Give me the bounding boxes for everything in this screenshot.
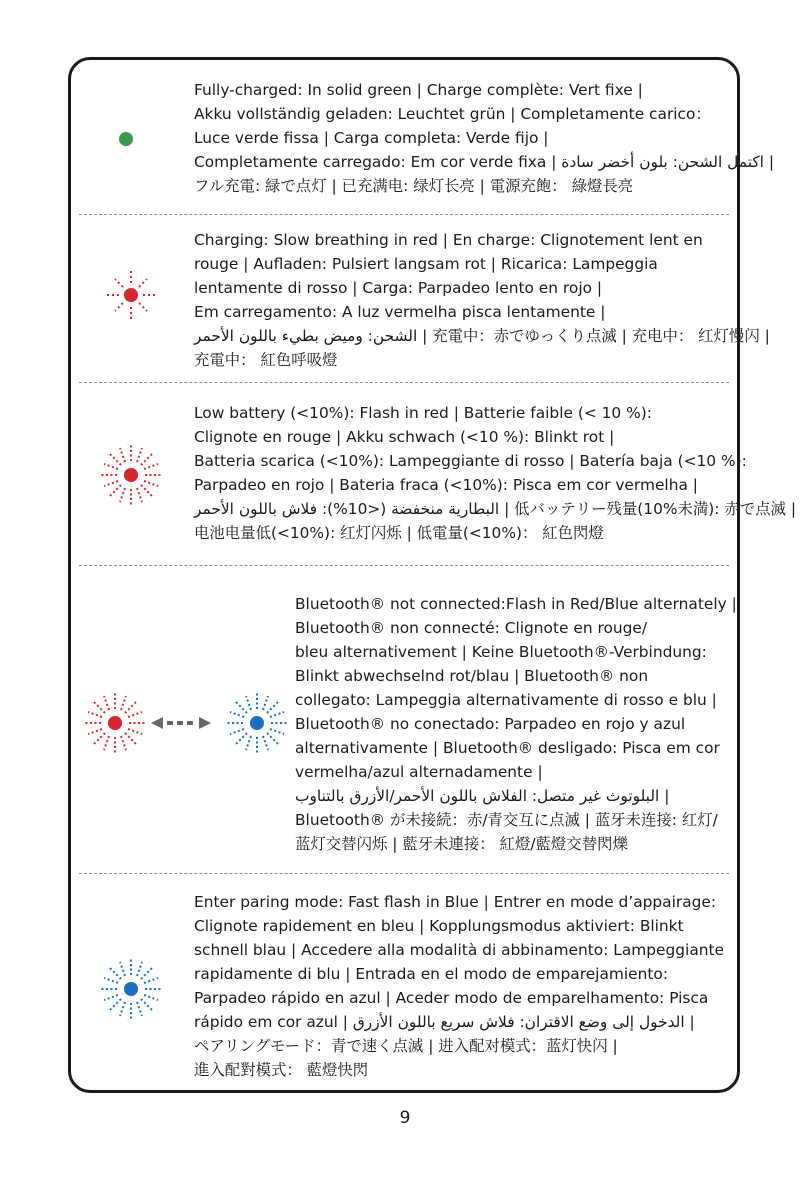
divider <box>79 873 729 874</box>
slow-breathing-red-led-icon <box>103 267 159 323</box>
solid-green-led-icon <box>113 126 139 152</box>
instruction-frame <box>68 57 796 1093</box>
divider <box>79 214 729 215</box>
fully-charged-text: Fully-charged: In solid green | Charge complète: Vert fixe | Akku vollständig geladen: Leuchtet grün | Completamente carico： Luce verde fissa | Carga completa: Verde fijo | Completamente carregado: Em cor verde fixa | اكتمل الشحن: بلون أخضر سادة | フル充電: 緑で点灯 | 已充满电: 绿灯长亮 | 電源充飽： 綠燈長亮 <box>194 81 775 195</box>
bluetooth-not-connected-text: Bluetooth® not connected:Flash in Red/Blue alternately | Bluetooth® non connecté: Clignote en rouge/ bleu alternativement | Keine Bluetooth®-Verbindung: Blinkt abwechselnd rot/blau | Bluetooth® non collegato: Lampeggia alternativamente di rosso e blu | Bluetooth® no conectado: Parpadeo en rojo y azul alternativamente | Bluetooth® desligado: Pisca em cor vermelha/azul alternadamente | البلوتوث غير متصل: الفلاش باللون الأحمر/الأزرق بالتناوب | Bluetooth® が未接続：赤/青交互に点滅 | 蓝牙未连接: 红灯/ 蓝灯交替闪烁 | 藍牙未連接： 紅燈/藍燈交替閃爍 <box>295 595 737 853</box>
pairing-mode-text: Enter paring mode: Fast flash in Blue | Entrer en mode d’appairage: Clignote rapidement en bleu | Kopplungsmodus aktiviert: Blinkt schnell blau | Accedere alla modalità di abbinamento: Lampeggiante rapidamente di blu | Entrada en el modo de emparejamiento: Parpadeo rápido en azul | Aceder modo de emparelhamento: Pisca rápido em cor azul | الدخول إلى وضع الاقتران: فلاش سريع باللون الأزرق | ペアリングモード：青で速く点滅 | 进入配对模式：蓝灯快闪 | 進入配對模式： 藍燈快閃 <box>194 893 725 1079</box>
fast-flash-blue-led-icon <box>97 955 165 1023</box>
section-low-battery <box>71 384 796 567</box>
section-fully-charged <box>71 60 775 216</box>
section-pairing-mode <box>71 875 737 1090</box>
charging-text: Charging: Slow breathing in red | En charge: Clignotement lent en rouge | Aufladen: Pulsiert langsam rot | Ricarica: Lampeggia lentamente di rosso | Carga: Parpadeo lento en rojo | Em carregamento: A luz vermelha pisca lentamente | الشحن: وميض بطيء باللون الأحمر | 充電中：赤でゆっくり点滅 | 充电中： 红灯慢闪 | 充電中： 紅色呼吸燈 <box>194 231 770 369</box>
low-battery-text: Low battery (<10%): Flash in red | Batterie faible (< 10 %): Clignote en rouge | Akku schwach (<10 %): Blinkt rot | Batteria scarica (<10%): Lampeggiante di rosso | Batería baja (<10 %): Parpadeo en rojo | Bateria fraca (<10%): Pisca em cor vermelha | البطارية منخفضة (<10%): فلاش باللون الأحمر | 低バッテリー残量(10%未満): 赤で点滅 | 电池电量低(<10%): 红灯闪烁 | 低電量(<10%)： 紅色閃燈 <box>194 404 796 542</box>
page-number: 9 <box>399 1108 411 1128</box>
flashing-red-led-icon <box>97 441 165 509</box>
section-bluetooth-not-connected <box>71 567 737 875</box>
divider <box>79 382 729 383</box>
divider <box>79 565 729 566</box>
alternating-red-blue-led-icon <box>81 689 291 757</box>
section-charging <box>71 216 770 384</box>
